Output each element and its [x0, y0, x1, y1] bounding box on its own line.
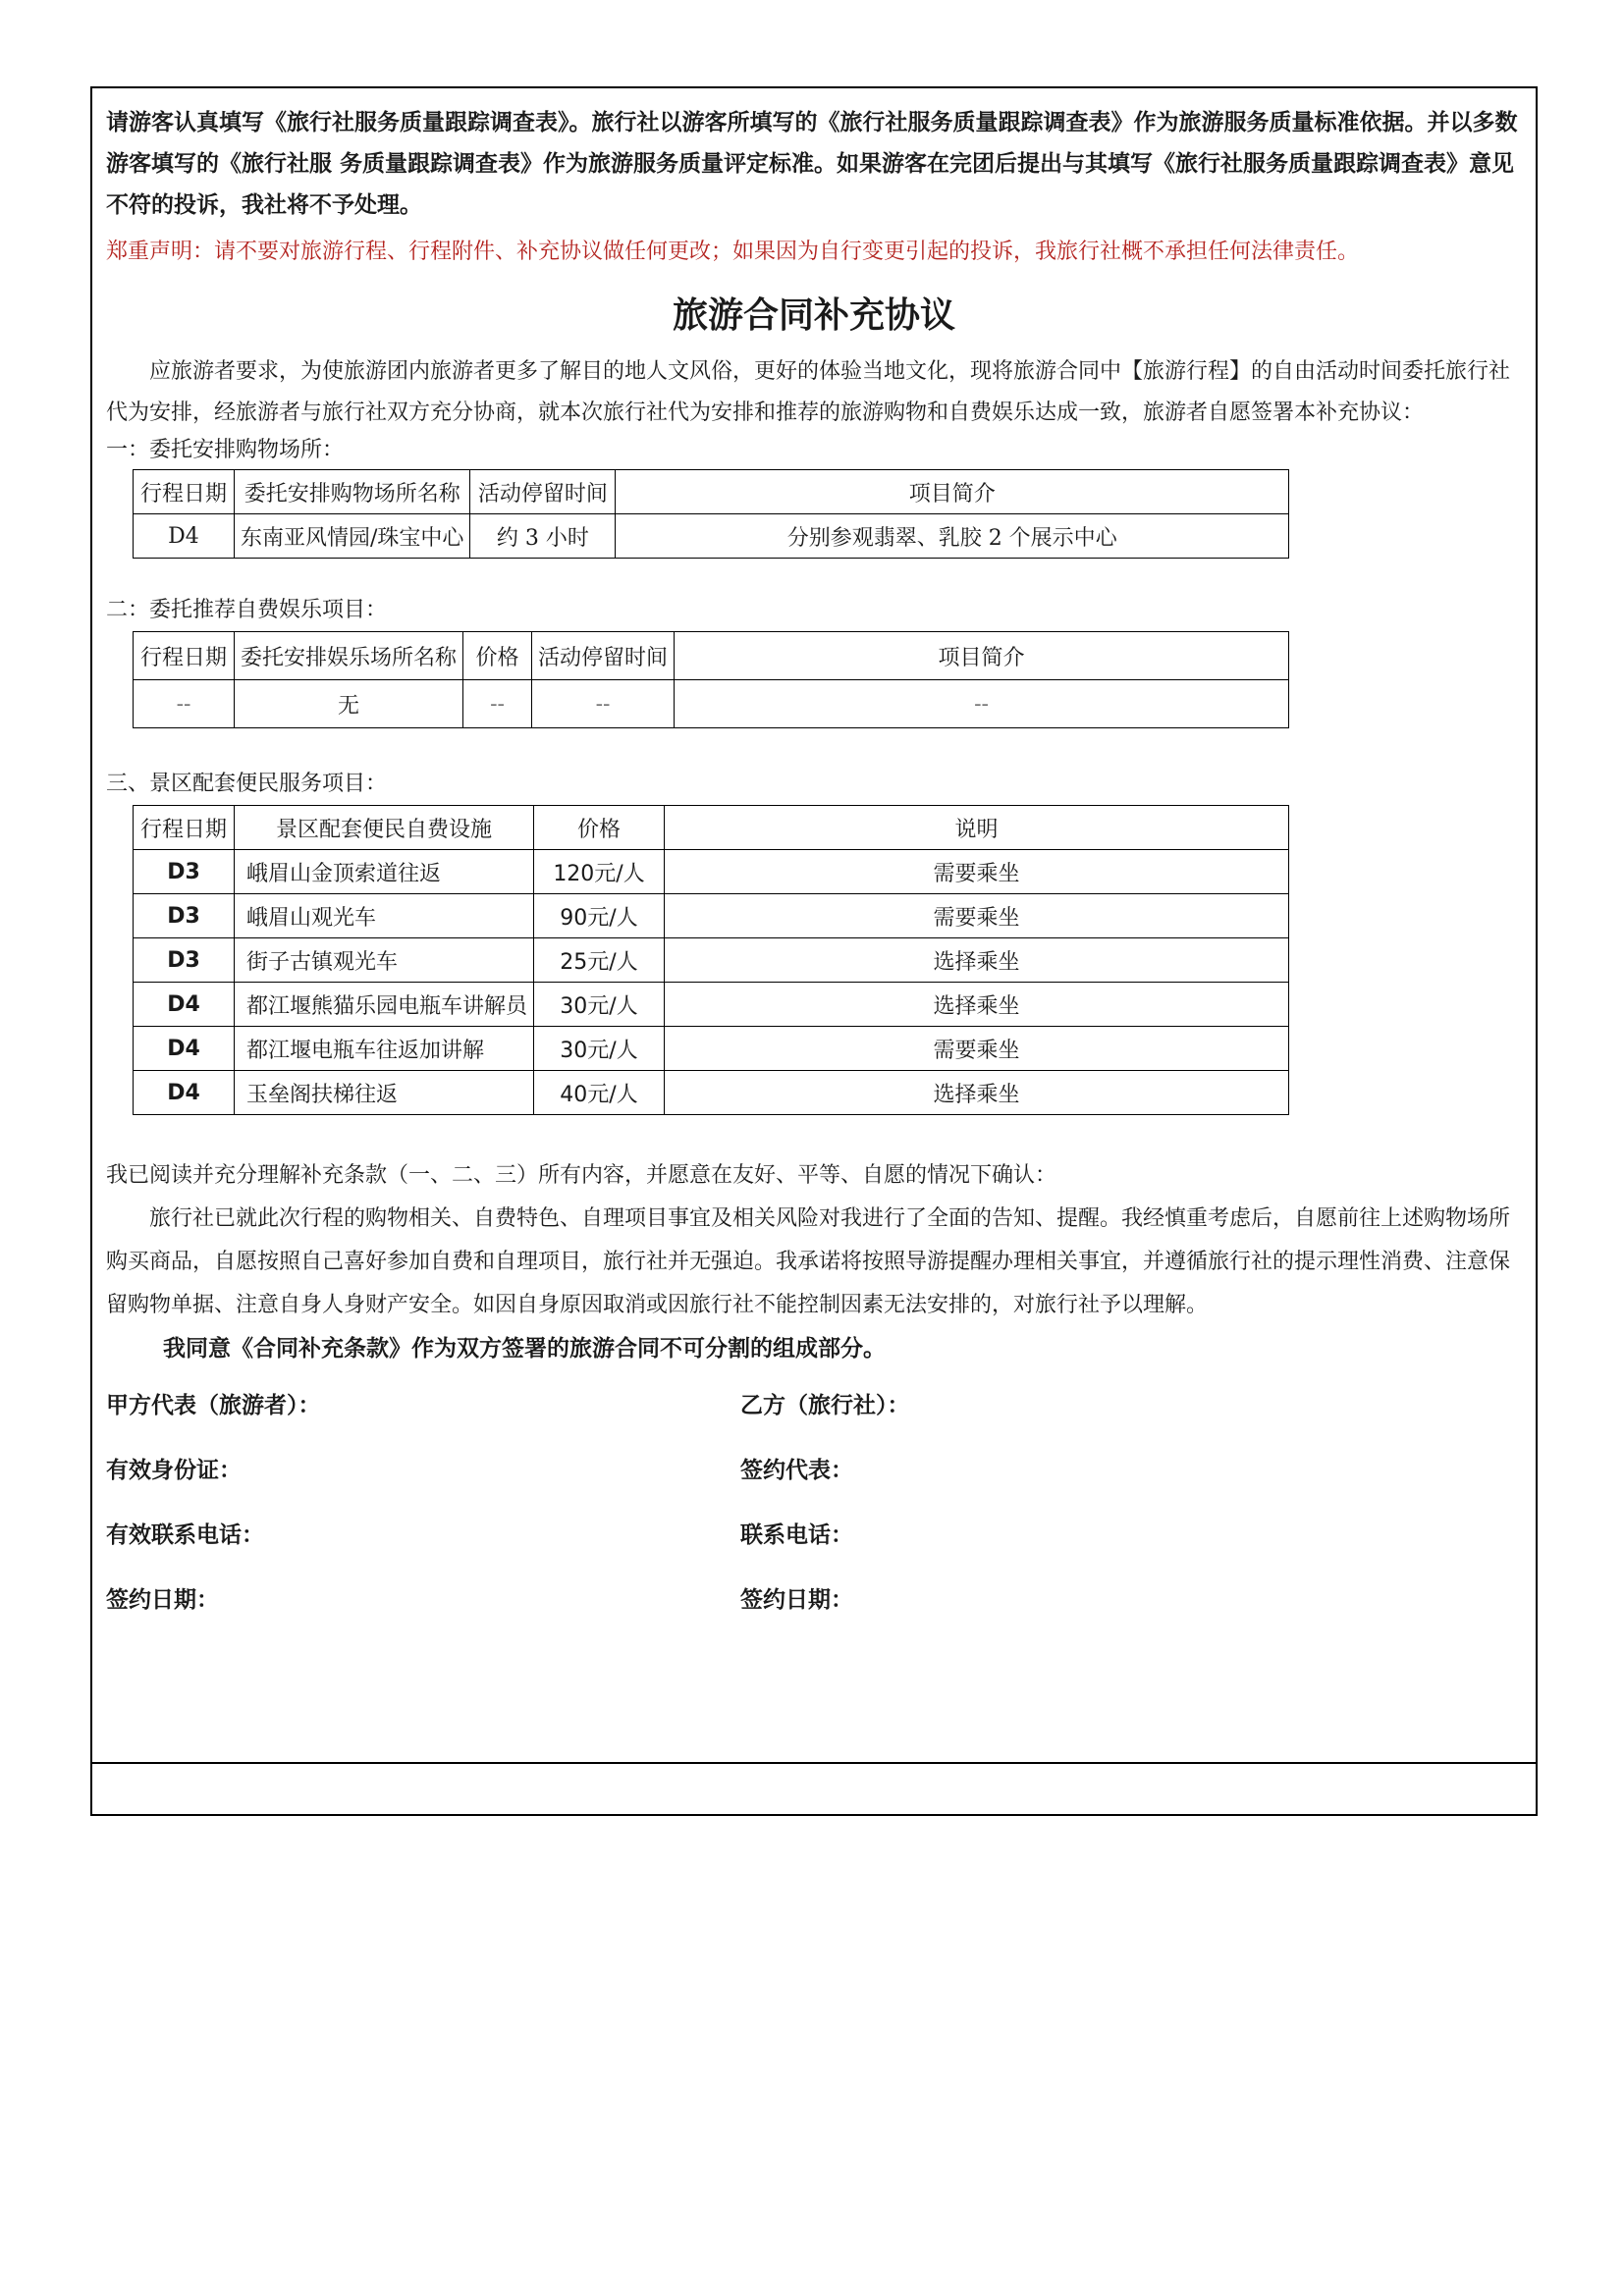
- table-cell: --: [134, 680, 235, 728]
- table-cell: 选择乘坐: [665, 938, 1289, 983]
- table-header: 委托安排购物场所名称: [235, 470, 470, 514]
- frame-divider: [92, 1762, 1536, 1764]
- table-cell: 峨眉山观光车: [235, 894, 534, 938]
- party-b-date-label: 签约日期：: [740, 1586, 853, 1613]
- table-cell: 30元/人: [534, 1027, 665, 1071]
- section1-heading: 一：委托安排购物场所：: [106, 438, 345, 462]
- notice-paragraph: 请游客认真填写《旅行社服务质量跟踪调查表》。旅行社以游客所填写的《旅行社服务质量跟踪调查表》作为旅游服务质量标准依据。并以多数游客填写的《旅行社服 务质量跟踪调查表》作为旅游服务质量评定标准。如果游客在完团后提出与其填写《旅行社服务质量跟踪调查表》意见不符的投诉，我社将不予处理。: [106, 110, 1518, 218]
- table-row: [134, 680, 1289, 728]
- table-cell: --: [532, 680, 675, 728]
- table-header: 行程日期: [134, 806, 235, 850]
- table-header-row: [134, 632, 1289, 680]
- table-row: [134, 983, 1289, 1027]
- table-header: 项目简介: [675, 632, 1289, 680]
- table-header-row: [134, 806, 1289, 850]
- table-cell: 都江堰熊猫乐园电瓶车讲解员: [235, 983, 534, 1027]
- table-header: 行程日期: [134, 632, 235, 680]
- table-cell: 40元/人: [534, 1071, 665, 1115]
- table-cell: 街子古镇观光车: [235, 938, 534, 983]
- table-header: 项目简介: [616, 470, 1289, 514]
- table-cell: D4: [134, 514, 235, 559]
- table-cell: 约 3 小时: [470, 514, 616, 559]
- table-row: [134, 514, 1289, 559]
- table-cell: 无: [235, 680, 463, 728]
- document-frame: [90, 86, 1538, 1816]
- confirm-paragraph: 旅行社已就此次行程的购物相关、自费特色、自理项目事宜及相关风险对我进行了全面的告知、提醒。我经慎重考虑后，自愿前往上述购物场所购买商品，自愿按照自己喜好参加自费和自理项目，旅行社并无强迫。我承诺将按照导游提醒办理相关事宜，并遵循旅行社的提示理性消费、注意保留购物单据、注意自身人身财产安全。如因自身原因取消或因旅行社不能控制因素无法安排的，对旅行社予以理解。: [106, 1206, 1511, 1317]
- table-cell: --: [463, 680, 532, 728]
- party-a-phone-label: 有效联系电话：: [106, 1522, 264, 1548]
- table-cell: 分别参观翡翠、乳胶 2 个展示中心: [616, 514, 1289, 559]
- party-a-representative-label: 甲方代表（旅游者）：: [106, 1392, 321, 1418]
- confirm-line: 我已阅读并充分理解补充条款（一、二、三）所有内容，并愿意在友好、平等、自愿的情况下确认：: [106, 1163, 1057, 1188]
- party-a-date-label: 签约日期：: [106, 1586, 219, 1613]
- scenic-services-table: [133, 805, 1289, 1115]
- table-row: [134, 1027, 1289, 1071]
- table-header: 说明: [665, 806, 1289, 850]
- table-cell: D3: [134, 850, 235, 894]
- party-b-phone-label: 联系电话：: [740, 1522, 853, 1548]
- table-cell: 90元/人: [534, 894, 665, 938]
- section3-heading: 三、景区配套便民服务项目：: [106, 772, 388, 796]
- document-content: [106, 102, 1522, 1629]
- signature-row: [106, 1435, 1522, 1500]
- table-cell: D4: [134, 983, 235, 1027]
- signature-row: [106, 1565, 1522, 1629]
- table-cell: 30元/人: [534, 983, 665, 1027]
- table-row: [134, 850, 1289, 894]
- signature-row: [106, 1500, 1522, 1565]
- table-header: 价格: [534, 806, 665, 850]
- table-cell: D3: [134, 938, 235, 983]
- table-header: 景区配套便民自费设施: [235, 806, 534, 850]
- table-row: [134, 938, 1289, 983]
- table-cell: 都江堰电瓶车往返加讲解: [235, 1027, 534, 1071]
- table-header: 活动停留时间: [470, 470, 616, 514]
- intro-paragraph: 应旅游者要求，为使旅游团内旅游者更多了解目的地人文风俗，更好的体验当地文化，现将旅游合同中【旅游行程】的自由活动时间委托旅行社代为安排，经旅游者与旅行社双方充分协商，就本次旅行社代为安排和推荐的旅游购物和自费娱乐达成一致，旅游者自愿签署本补充协议：: [106, 359, 1511, 425]
- shopping-table: [133, 469, 1289, 559]
- entertainment-table: [133, 631, 1289, 728]
- table-cell: 需要乘坐: [665, 894, 1289, 938]
- table-cell: 需要乘坐: [665, 1027, 1289, 1071]
- table-cell: D4: [134, 1027, 235, 1071]
- table-cell: D4: [134, 1071, 235, 1115]
- table-header: 行程日期: [134, 470, 235, 514]
- solemn-declaration: 郑重声明：请不要对旅游行程、行程附件、补充协议做任何更改；如果因为自行变更引起的投诉，我旅行社概不承担任何法律责任。: [106, 240, 1360, 264]
- section2-heading: 二：委托推荐自费娱乐项目：: [106, 598, 388, 622]
- party-b-label: 乙方（旅行社）：: [740, 1392, 910, 1418]
- table-cell: 选择乘坐: [665, 1071, 1289, 1115]
- table-cell: 需要乘坐: [665, 850, 1289, 894]
- table-cell: D3: [134, 894, 235, 938]
- agree-statement: 我同意《合同补充条款》作为双方签署的旅游合同不可分割的组成部分。: [163, 1336, 886, 1362]
- table-row: [134, 1071, 1289, 1115]
- table-cell: 东南亚风情园/珠宝中心: [235, 514, 470, 559]
- table-cell: 25元/人: [534, 938, 665, 983]
- page-title: 旅游合同补充协议: [672, 294, 955, 336]
- table-header: 活动停留时间: [532, 632, 675, 680]
- signing-representative-label: 签约代表：: [740, 1457, 853, 1483]
- table-cell: 峨眉山金顶索道往返: [235, 850, 534, 894]
- signature-row: [106, 1370, 1522, 1435]
- table-header: 委托安排娱乐场所名称: [235, 632, 463, 680]
- table-cell: 玉垒阁扶梯往返: [235, 1071, 534, 1115]
- table-cell: --: [675, 680, 1289, 728]
- table-header: 价格: [463, 632, 532, 680]
- signature-block: [106, 1370, 1522, 1629]
- table-cell: 120元/人: [534, 850, 665, 894]
- table-cell: 选择乘坐: [665, 983, 1289, 1027]
- id-card-label: 有效身份证：: [106, 1457, 242, 1483]
- table-header-row: [134, 470, 1289, 514]
- table-row: [134, 894, 1289, 938]
